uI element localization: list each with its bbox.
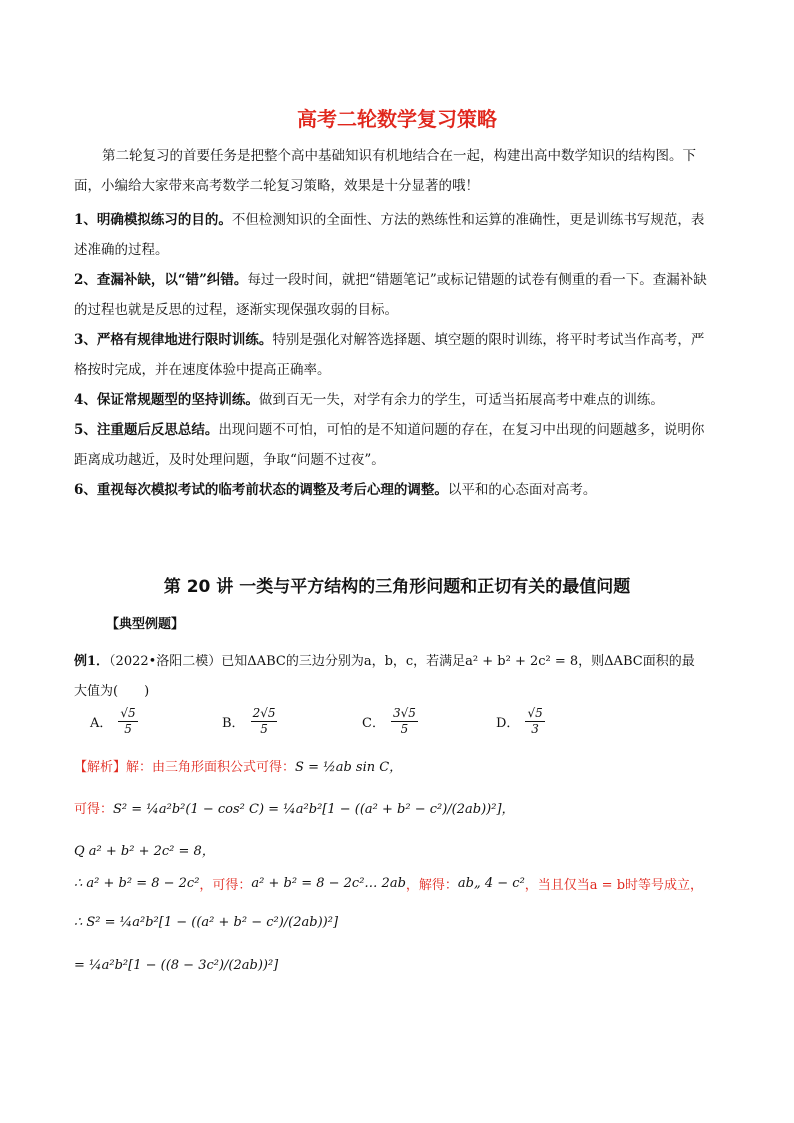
solution-text: ，当且仅当a = b时等号成立，: [524, 878, 704, 893]
solution-text: 可得：: [74, 802, 114, 817]
solution-line-4: [74, 874, 703, 893]
solution-math: a² + b² = 8 − 2c²… 2ab: [251, 876, 406, 891]
solution-math: ∴ a² + b² = 8 − 2c²: [74, 876, 200, 891]
fraction-denominator: 3: [531, 722, 539, 736]
strategy-item-6: [74, 475, 724, 505]
strategy-item-2: [74, 265, 724, 295]
intro-paragraph: [74, 141, 724, 201]
strategy-item-head: 2、查漏补缺，以“错”纠错。: [74, 272, 248, 288]
choice-letter: C．: [362, 716, 385, 731]
fraction-denominator: 5: [260, 722, 268, 736]
solution-text: 解：由三角形面积公式可得：: [126, 760, 296, 775]
solution-line-6: [74, 958, 278, 973]
fraction-numerator: √5: [527, 706, 543, 720]
example-text-2: 大值为( ): [74, 684, 150, 699]
strategy-item-text-cont: 距离成功越近，及时处理问题，争取“问题不过夜”。: [74, 452, 385, 468]
strategy-item-text: 出现问题不可怕，可怕的是不知道问题的存在，在复习中出现的问题越多，说明你: [218, 422, 705, 438]
solution-math: ab„ 4 − c²: [457, 876, 525, 891]
strategy-item-text: 以平和的心态面对高考。: [447, 482, 597, 498]
strategy-item-3: [74, 325, 724, 355]
strategy-item-5: [74, 415, 724, 445]
strategy-item-1: [74, 205, 724, 235]
example-label: 例1．: [74, 654, 110, 669]
choice-fraction: [118, 706, 137, 737]
strategy-item-text-cont: 述准确的过程。: [74, 242, 169, 258]
intro-line-1: 第二轮复习的首要任务是把整个高中基础知识有机地结合在一起，构建出高中数学知识的结构图。下: [102, 148, 696, 164]
strategy-item-text: 不但检测知识的全面性、方法的熟练性和运算的准确性，更是训练书写规范，表: [231, 212, 705, 228]
solution-tag: 【解析】: [74, 760, 127, 775]
strategy-item-head: 5、注重题后反思总结。: [74, 422, 219, 438]
choice-letter: B．: [222, 716, 245, 731]
solution-line-2: [74, 798, 515, 817]
solution-text: ，可得：: [199, 878, 252, 893]
strategy-item-4: [74, 385, 724, 415]
example-question: [74, 647, 734, 707]
choice-b[interactable]: [222, 706, 277, 737]
strategy-item-text: 做到百无一失，对学有余力的学生，可适当拓展高考中难点的训练。: [258, 392, 664, 408]
solution-math: S = ½ab sin C，: [295, 760, 403, 775]
choice-fraction: [525, 706, 544, 737]
choice-d[interactable]: [496, 706, 545, 737]
fraction-numerator: √5: [120, 706, 136, 720]
solution-math: Q a² + b² + 2c² = 8，: [74, 844, 215, 859]
strategy-item-head: 6、重视每次模拟考试的临考前状态的调整及考后心理的调整。: [74, 482, 448, 498]
strategy-item-text-cont: 的过程也就是反思的过程，逐渐实现保强攻弱的目标。: [74, 302, 398, 318]
strategy-item-text-cont: 格按时完成，并在速度体验中提高正确率。: [74, 362, 331, 378]
page-title: 高考二轮数学复习策略: [297, 107, 497, 131]
strategy-item-text: 特别是强化对解答选择题、填空题的限时训练，将平时考试当作高考，严: [272, 332, 705, 348]
strategy-item-head: 1、明确模拟练习的目的。: [74, 212, 232, 228]
solution-math: = ¼a²b²[1 − ((8 − 3c²)/(2ab))²]: [74, 958, 279, 973]
solution-math: ∴ S² = ¼a²b²[1 − ((a² + b² − c²)/(2ab))²]: [74, 915, 339, 930]
example-text-1: （2022•洛阳二模）已知ΔABC的三边分别为a，b，c，若满足a² + b² + 2c² = 8，则ΔABC面积的最: [109, 654, 695, 669]
solution-line-1: [74, 756, 402, 775]
strategy-item-head: 3、严格有规律地进行限时训练。: [74, 332, 273, 348]
solution-line-5: [74, 915, 338, 930]
choice-letter: D．: [496, 716, 520, 731]
solution-text: ，解得：: [405, 878, 458, 893]
solution-line-3: [74, 840, 215, 859]
strategy-item-text: 每过一段时间，就把“错题笔记”或标记错题的试卷有侧重的看一下。查漏补缺: [247, 272, 707, 288]
lesson-title: 第 20 讲 一类与平方结构的三角形问题和正切有关的最值问题: [163, 577, 631, 597]
solution-math: S² = ¼a²b²(1 − cos² C) = ¼a²b²[1 − ((a² + b² − c²)/(2ab))²]，: [113, 802, 515, 817]
fraction-denominator: 5: [124, 722, 132, 736]
choice-letter: A．: [90, 716, 113, 731]
choice-fraction: [391, 706, 418, 737]
intro-line-2: 面，小编给大家带来高考数学二轮复习策略，效果是十分显著的哦！: [74, 178, 479, 194]
strategy-list: [74, 205, 724, 505]
fraction-denominator: 5: [400, 722, 409, 736]
fraction-numerator: 2√5: [252, 706, 276, 720]
strategy-item-head: 4、保证常规题型的坚持训练。: [74, 392, 259, 408]
choice-a[interactable]: [90, 706, 138, 737]
fraction-numerator: 3√5: [392, 706, 416, 720]
choice-c[interactable]: [362, 706, 418, 737]
section-label: 【典型例题】: [106, 617, 185, 632]
choice-fraction: [251, 706, 278, 737]
